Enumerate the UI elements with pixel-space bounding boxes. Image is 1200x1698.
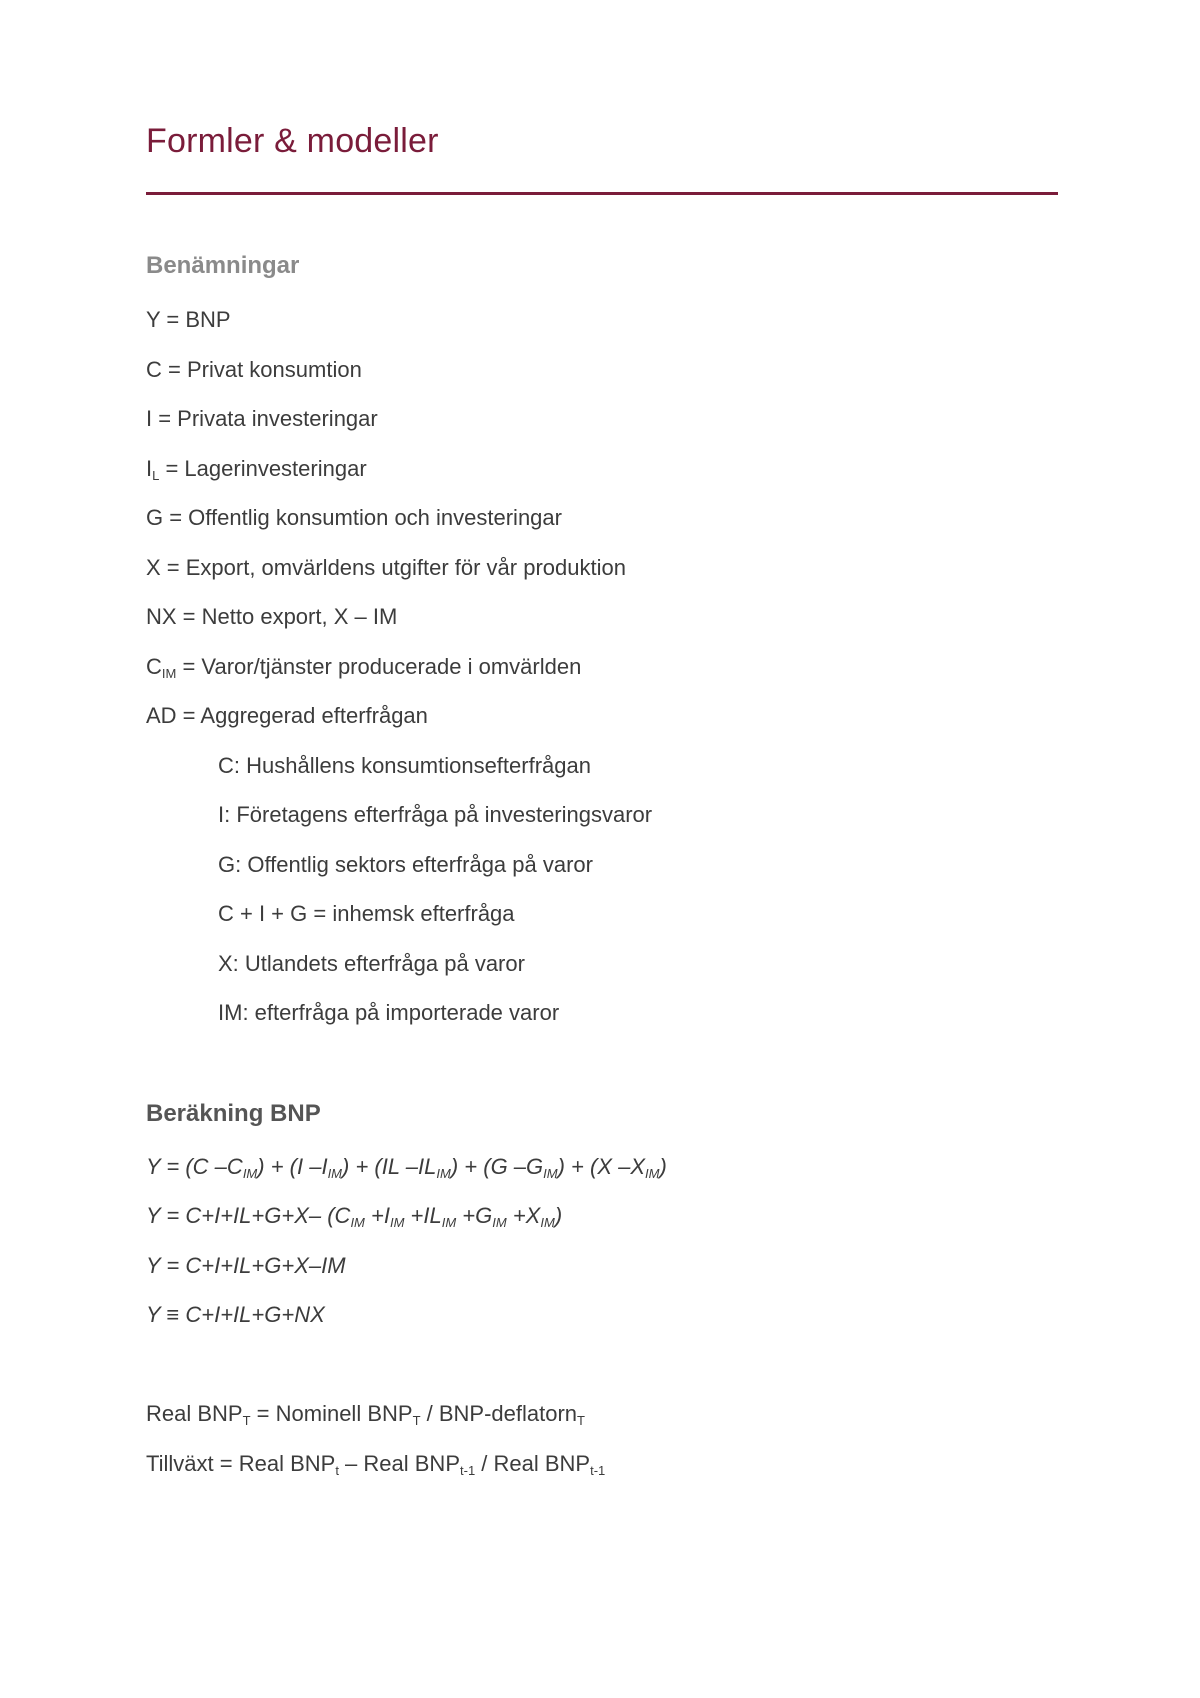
definition-line: I = Privata investeringar xyxy=(146,406,378,431)
ad-component-line: I: Företagens efterfråga på investeringsvaror xyxy=(218,802,653,827)
definition-line: AD = Aggregerad efterfrågan xyxy=(146,703,428,728)
formula-line: Y = (C $-C_{IM}) + (I$ $-I_{IM}) + (IL$ $-IL_{IM}) + (G$ $-G_{IM}) + (X$ $-X_{IM}$) xyxy=(146,1154,667,1181)
heading-benamningar: Benämningar xyxy=(146,252,300,279)
page-title: Formler & modeller xyxy=(146,122,439,160)
definition-line: Y = BNP xyxy=(146,307,231,332)
formula-line: Y = C+I+IL+G+X–IM xyxy=(146,1253,346,1278)
ad-component-line: G: Offentlig sektors efterfråga på varor xyxy=(218,852,593,877)
document-page xyxy=(146,0,1058,1698)
definition-line: $I_L$ = Lagerinvesteringar xyxy=(146,456,367,483)
definition-line: C = Privat konsumtion xyxy=(146,357,362,382)
definition-line: NX = Netto export, X – IM xyxy=(146,604,398,629)
formula-line: Y ≡ C+I+IL+G+NX xyxy=(146,1302,325,1327)
real-bnp-line: Real $BNP_T$ = Nominell $BNP_T$ / BNP-deflatorn$_T$ xyxy=(146,1401,585,1428)
ad-component-line: IM: efterfråga på importerade varor xyxy=(218,1000,560,1025)
title-divider xyxy=(146,192,1058,195)
heading-berakning-bnp: Beräkning BNP xyxy=(146,1100,321,1127)
ad-component-line: X: Utlandets efterfråga på varor xyxy=(218,951,525,976)
growth-line: Tillväxt = Real $BNP_t$ – Real $BNP_{t-1}$ / Real $BNP_{t-1}$ xyxy=(146,1451,606,1478)
definition-line: $C_{IM}$ = Varor/tjänster producerade i omvärlden xyxy=(146,654,582,681)
definition-line: X = Export, omvärldens utgifter för vår produktion xyxy=(146,555,626,580)
ad-component-line: C: Hushållens konsumtionsefterfrågan xyxy=(218,753,591,778)
ad-component-line: C + I + G = inhemsk efterfråga xyxy=(218,901,515,926)
formula-line: Y = C+I+IL+G+X– $(C_{IM} +I_{IM} +IL_{IM} +G_{IM} +X_{IM})$ xyxy=(146,1203,563,1230)
definition-line: G = Offentlig konsumtion och investeringar xyxy=(146,505,562,530)
